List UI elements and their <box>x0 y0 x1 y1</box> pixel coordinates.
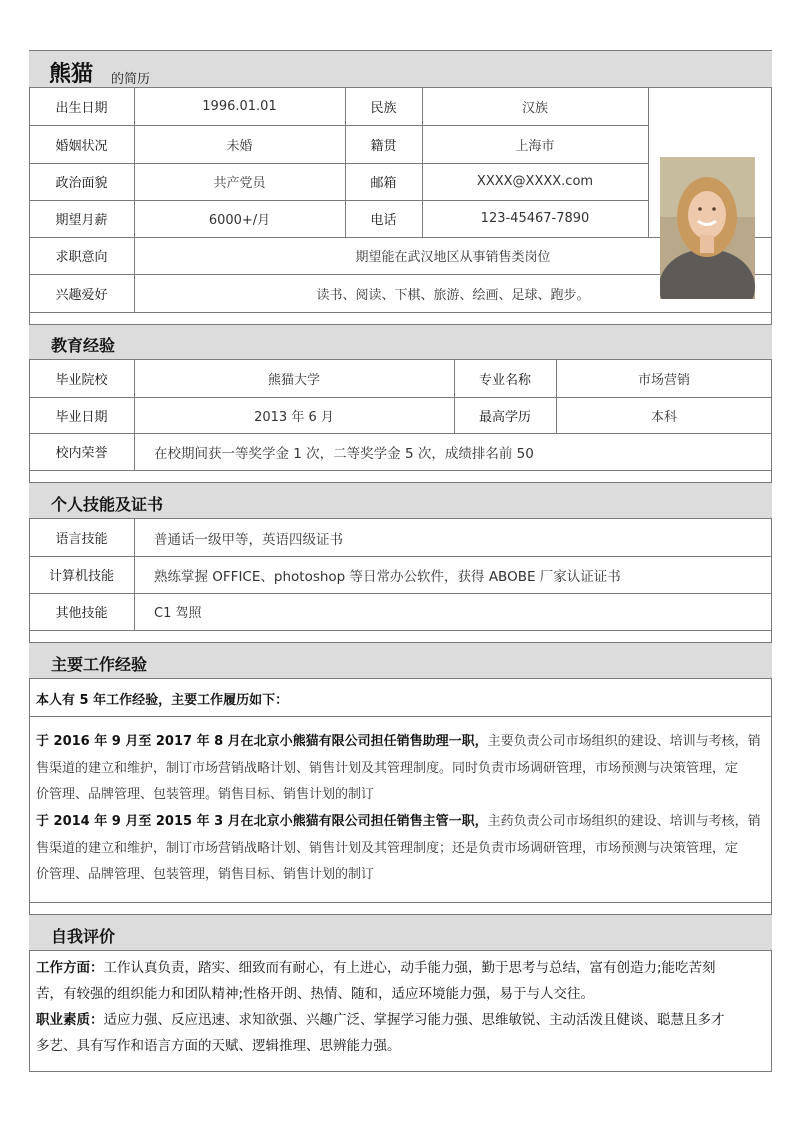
work-header <box>29 642 772 679</box>
phone-value: 123-45467-7890 <box>480 211 590 226</box>
major-value: 市场营销 <box>637 373 690 388</box>
honor-value: 在校期间获一等奖学金 1 次，二等奖学金 5 次，成绩排名前 50 <box>154 445 534 462</box>
degree-value: 本科 <box>650 409 677 425</box>
birth-value: 1996.01.01 <box>202 99 277 114</box>
political-label: 政治面貌 <box>55 176 108 191</box>
marital-label: 婚姻状况 <box>55 138 108 154</box>
hometown-value: 上海市 <box>515 138 555 154</box>
ethnicity-value: 汉族 <box>521 101 548 116</box>
education-header <box>29 324 772 360</box>
self-header <box>29 914 772 951</box>
salary-label: 期望月薪 <box>55 213 108 228</box>
work-intro: 本人有 5 年工作经验，主要工作履历如下： <box>36 693 289 708</box>
self-evaluation <box>36 955 766 1059</box>
self-heading: 自我评价 <box>51 927 116 946</box>
major-label: 专业名称 <box>478 373 531 388</box>
quality-line1: 适应力强、反应迅速、求知欲强、兴趣广泛、掌握学习能力强、思维敏锐、主动活泼且健谈、聪慧且多才 <box>103 1012 725 1028</box>
work-entry-1-line3: 价管理、品牌管理、包装管理。销售目标、销售计划的制订 <box>36 787 375 802</box>
education-heading: 教育经验 <box>51 336 116 355</box>
computer-skill-value: 熟练掌握 OFFICE、photoshop 等日常办公软件，获得 ABOBE 厂家认证证书 <box>154 568 621 585</box>
honor-label: 校内荣誉 <box>55 446 108 461</box>
work-heading: 主要工作经验 <box>51 655 148 674</box>
work-entry-2-line2: 售渠道的建立和维护，制订市场营销战略计划、销售计划及其管理制度；还是负责市场调研管理，市场预测与决策管理，定 <box>36 840 739 856</box>
work-entry-1-title: 于 2016 年 9 月至 2017 年 8 月在北京小熊猫有限公司担任销售助理一职， <box>36 734 488 749</box>
salary-value: 6000+/月 <box>208 213 271 228</box>
work-aspect-line2: 苦，有较强的组织能力和团队精神;性格开朗、热情、随和，适应环境能力强，易于与人交往。 <box>36 986 595 1002</box>
work-entry-1-line1: 主要负责公司市场组织的建设、培训与考核，销 <box>487 734 761 749</box>
work-entry-2-line3: 价管理、品牌管理、包装管理，销售目标、销售计划的制订 <box>36 867 375 882</box>
skills-header <box>29 482 772 519</box>
portrait-image <box>660 157 755 299</box>
hometown-label: 籍贯 <box>370 138 397 154</box>
work-entry-2 <box>36 809 766 889</box>
political-value: 共产党员 <box>213 176 266 191</box>
computer-skill-label: 计算机技能 <box>48 569 114 584</box>
quality-line2: 多艺、具有写作和语言方面的天赋、逻辑推理、思辨能力强。 <box>36 1038 401 1054</box>
title-bar <box>29 50 772 88</box>
intent-value: 期望能在武汉地区从事销售类岗位 <box>355 250 551 265</box>
other-skill-label: 其他技能 <box>55 606 108 621</box>
work-entry-2-title: 于 2014 年 9 月至 2015 年 3 月在北京小熊猫有限公司担任销售主管一职， <box>36 814 488 829</box>
hobby-label: 兴趣爱好 <box>55 287 108 303</box>
work-entry-1-line2: 售渠道的建立和维护，制订市场营销战略计划、销售计划及其管理制度。同时负责市场调研管理，市场预测与决策管理，定 <box>36 760 739 776</box>
marital-value: 未婚 <box>226 138 253 154</box>
grad-date-value: 2013 年 6 月 <box>254 409 334 425</box>
school-value: 熊猫大学 <box>267 373 320 388</box>
birth-label: 出生日期 <box>55 101 108 116</box>
intent-label: 求职意向 <box>55 250 108 265</box>
grad-date-label: 毕业日期 <box>55 409 108 425</box>
degree-label: 最高学历 <box>478 409 531 425</box>
email-value: XXXX@XXXX.com <box>476 174 594 189</box>
language-skill-label: 语言技能 <box>55 532 108 547</box>
ethnicity-label: 民族 <box>370 101 397 116</box>
other-skill-value: C1 驾照 <box>154 606 202 621</box>
phone-label: 电话 <box>370 213 397 228</box>
email-label: 邮箱 <box>370 176 397 191</box>
work-entry-1 <box>36 729 766 809</box>
work-aspect-label: 工作方面： <box>36 960 104 976</box>
work-entry-2-line1: 主药负责公司市场组织的建设、培训与考核，销 <box>487 814 761 829</box>
quality-label: 职业素质： <box>36 1012 104 1028</box>
resume-name: 熊猫 <box>49 62 94 87</box>
school-label: 毕业院校 <box>55 373 108 388</box>
work-aspect-line1: 工作认真负责，踏实、细致而有耐心，有上进心，动手能力强，勤于思考与总结，富有创造力;能吃苦刻 <box>103 960 716 976</box>
profile-photo <box>660 157 755 299</box>
resume-suffix: 的简历 <box>111 72 151 87</box>
language-skill-value: 普通话一级甲等，英语四级证书 <box>154 531 343 548</box>
hobby-value: 读书、阅读、下棋、旅游、绘画、足球、跑步。 <box>316 287 590 303</box>
skills-heading: 个人技能及证书 <box>51 495 164 514</box>
